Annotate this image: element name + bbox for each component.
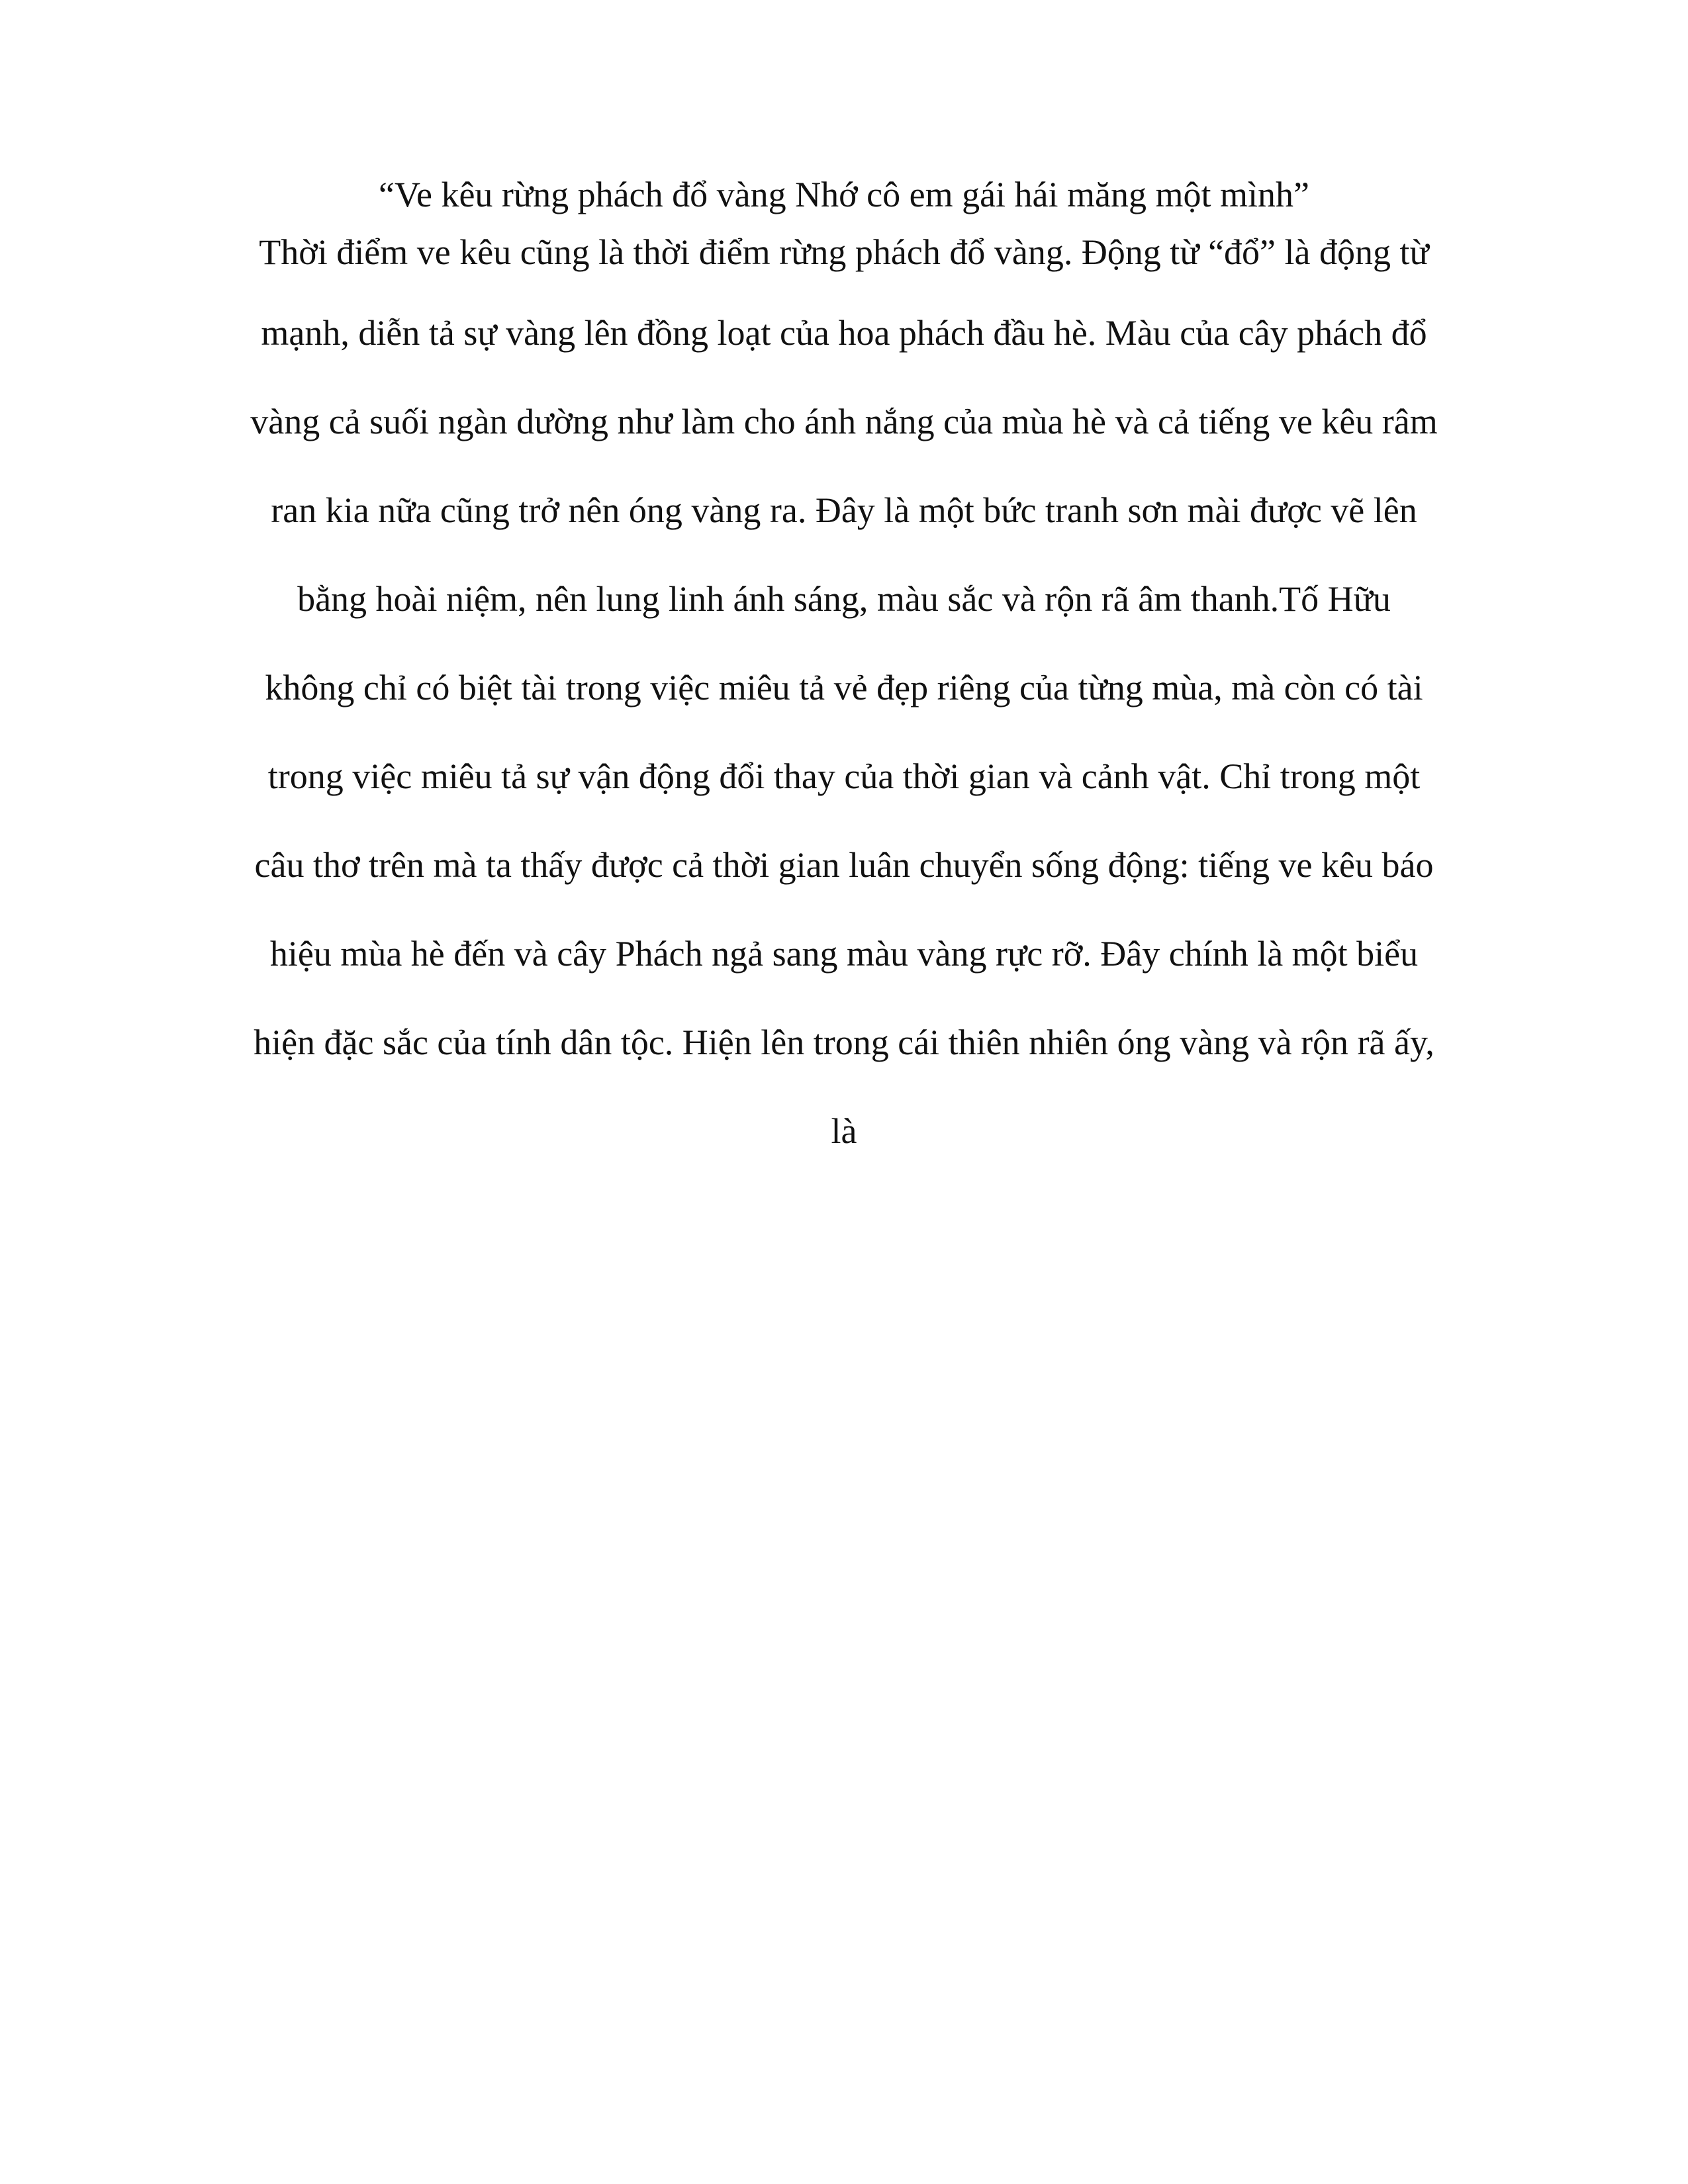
body-line: ran kia nữa cũng trở nên óng vàng ra. Đây là một bức tranh sơn mài được vẽ lên [271, 490, 1417, 530]
body-line: hiện đặc sắc của tính dân tộc. Hiện lên trong cái thiên nhiên óng vàng và rộn rã ấy, [254, 1023, 1434, 1062]
body-line: vàng cả suối ngàn dường như làm cho ánh nắng của mùa hè và cả tiếng ve kêu râm [250, 402, 1438, 441]
poem-quote: “Ve kêu rừng phách đổ vàng Nhớ cô em gái hái măng một mình” [379, 175, 1309, 214]
body-line: không chỉ có biệt tài trong việc miêu tả vẻ đẹp riêng của từng mùa, mà còn có tài [265, 668, 1423, 707]
document-text [199, 173, 1489, 1175]
body-line: trong việc miêu tả sự vận động đổi thay của thời gian và cảnh vật. Chỉ trong một [267, 756, 1421, 796]
body-line: là [831, 1111, 857, 1151]
body-line: câu thơ trên mà ta thấy được cả thời gian luân chuyển sống động: tiếng ve kêu báo [254, 845, 1434, 885]
body-line: bằng hoài niệm, nên lung linh ánh sáng, màu sắc và rộn rã âm thanh.Tố Hữu [297, 579, 1391, 619]
body-line: hiệu mùa hè đến và cây Phách ngả sang màu vàng rực rỡ. Đây chính là một biểu [269, 934, 1419, 974]
body-line: Thời điểm ve kêu cũng là thời điểm rừng phách đổ vàng. Động từ “đổ” là động từ [259, 232, 1429, 272]
body-line: mạnh, diễn tả sự vàng lên đồng loạt của hoa phách đầu hè. Màu của cây phách đổ [261, 313, 1427, 353]
